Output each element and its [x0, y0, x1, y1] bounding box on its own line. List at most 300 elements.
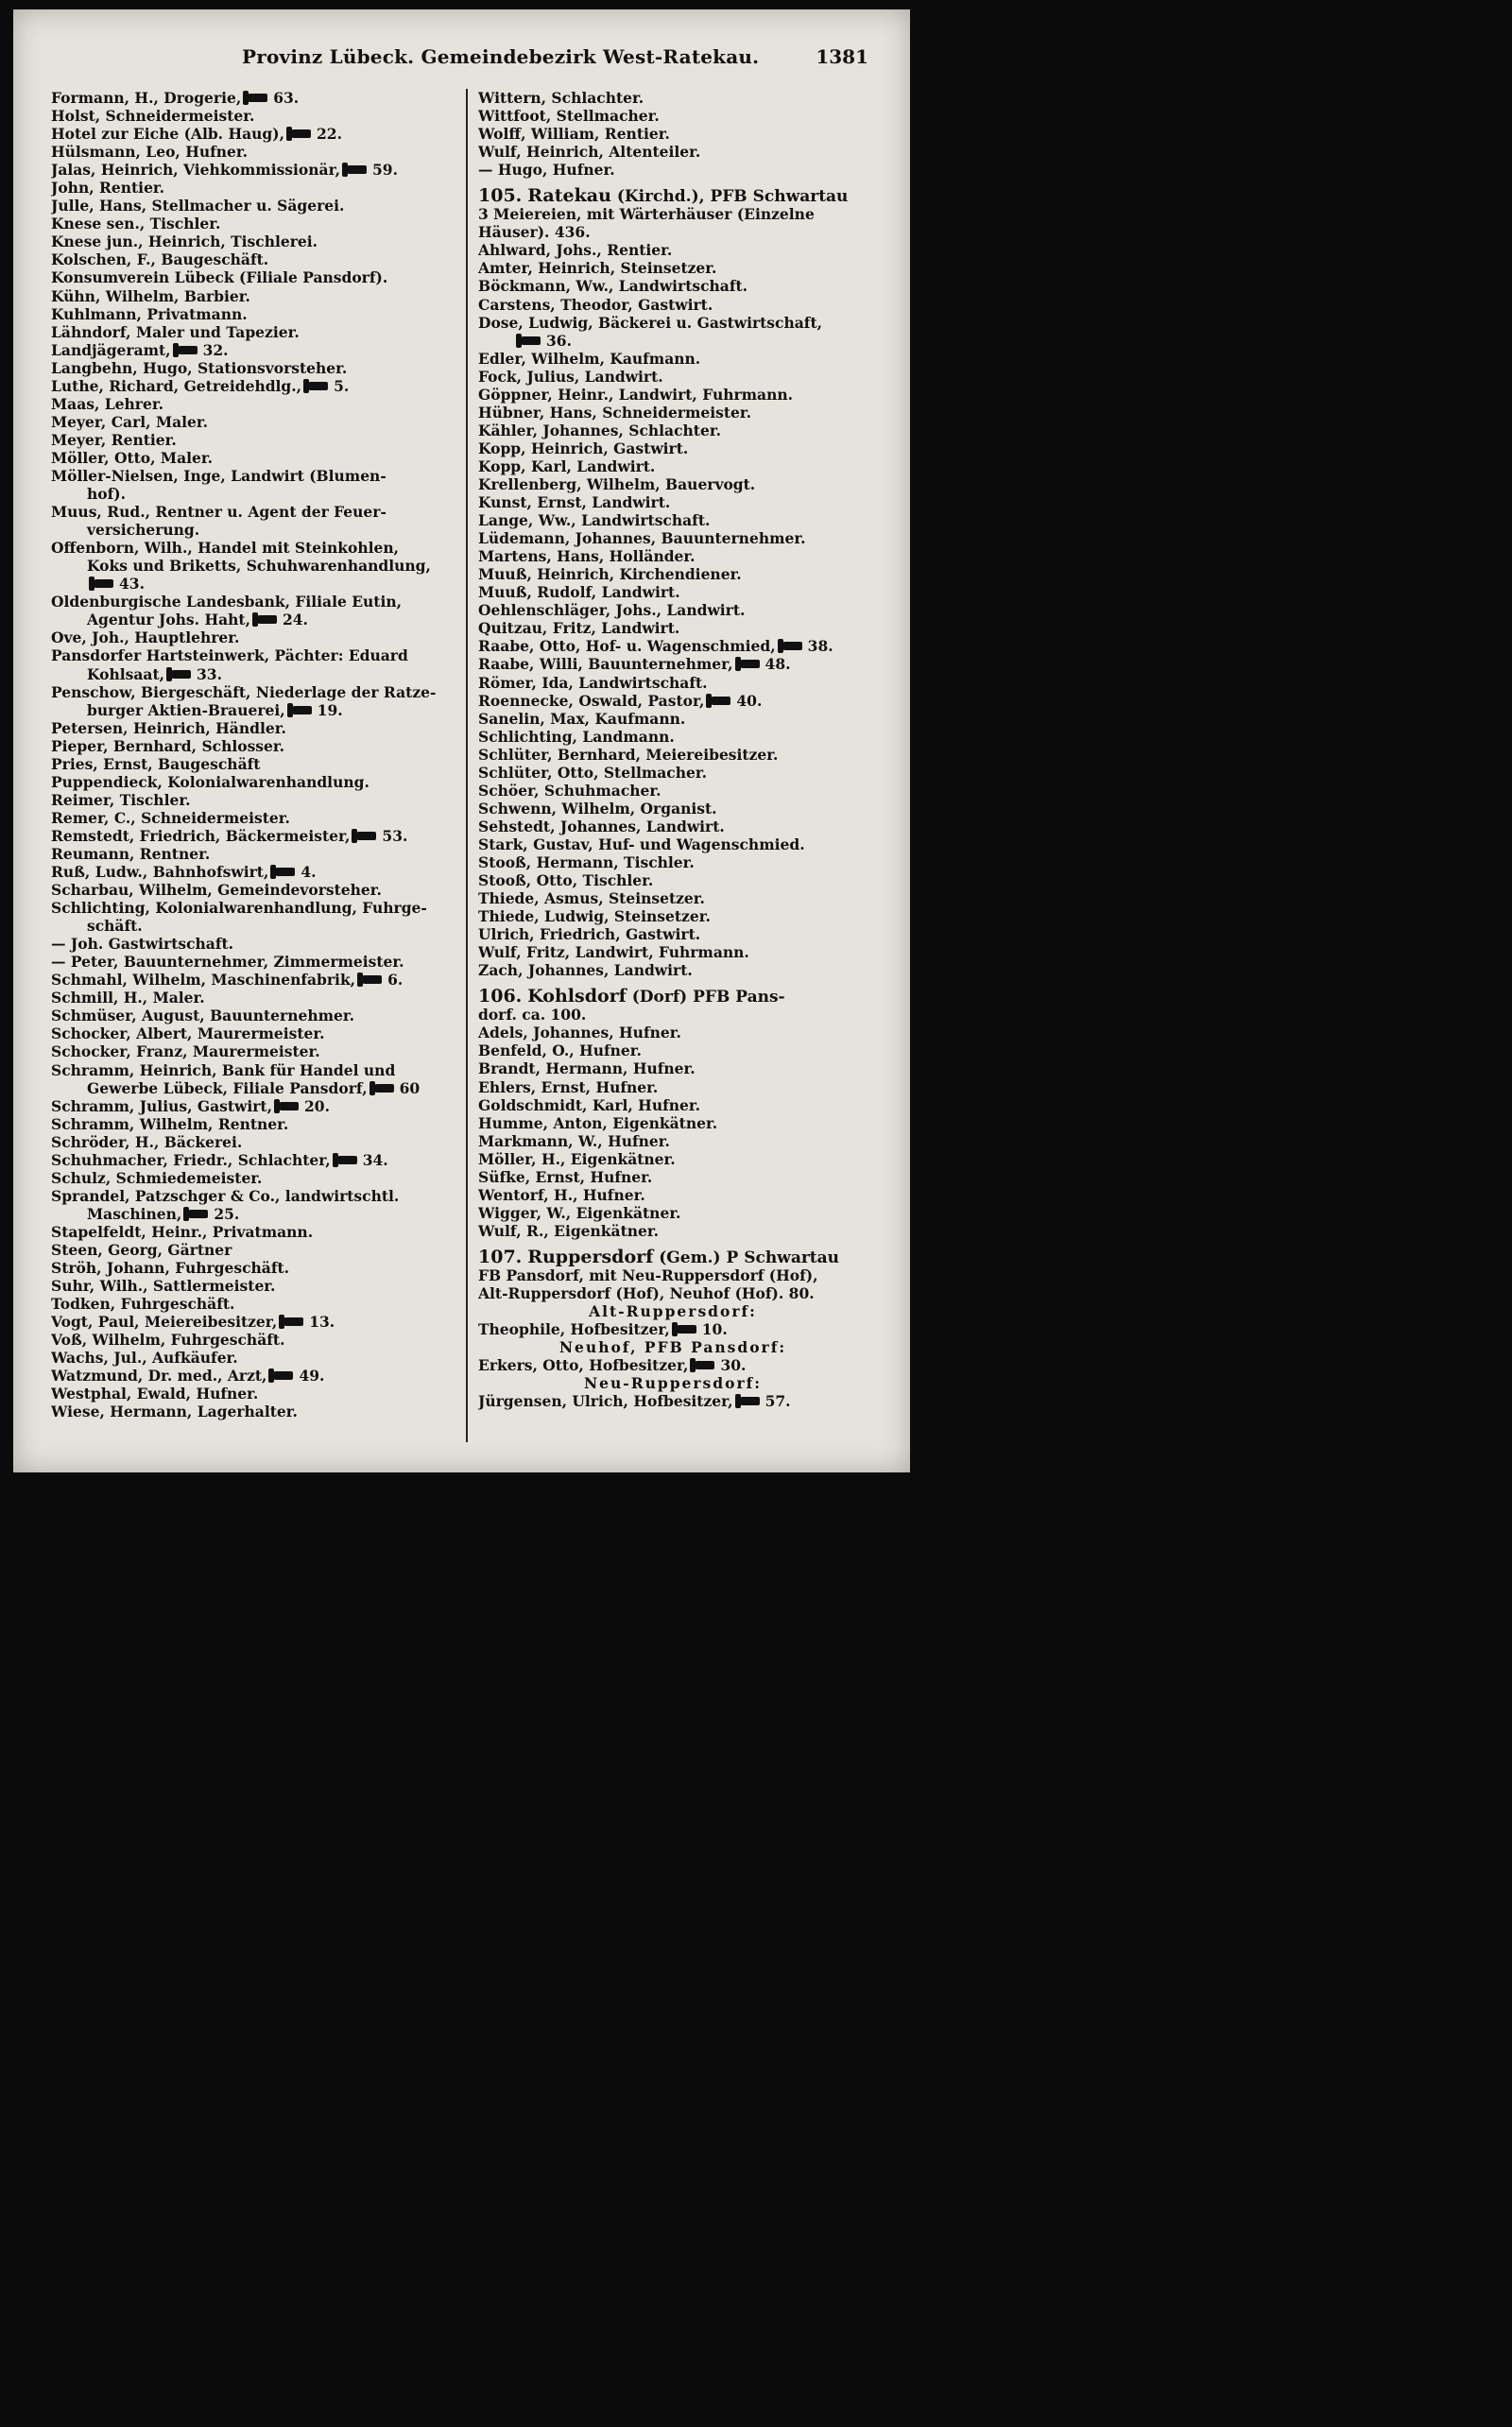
telephone-icon [739, 660, 760, 668]
entry-text: Vogt, Paul, Meiereibesitzer, [51, 1313, 278, 1332]
entry-text: Meyer, Rentier. [51, 430, 177, 449]
entry-text: Suhr, Wilh., Sattlermeister. [51, 1277, 276, 1296]
entry-text: Wulf, Fritz, Landwirt, Fuhrmann. [478, 943, 749, 962]
section-number: 105. [478, 187, 523, 206]
entry-text: Edler, Wilhelm, Kaufmann. [478, 349, 701, 368]
entry-text: Schlüter, Bernhard, Meiereibesitzer. [478, 745, 779, 764]
directory-entry [478, 386, 868, 404]
directory-entry [51, 143, 457, 161]
entry-text: versicherung. [87, 521, 200, 540]
entry-text: Landjägeramt, [51, 340, 171, 359]
directory-entry [51, 646, 457, 664]
directory-entry [478, 89, 868, 107]
entry-text: Ahlward, Johs., Rentier. [478, 241, 673, 260]
left-column [51, 89, 457, 1420]
directory-entry [478, 350, 868, 368]
directory-entry [478, 511, 868, 529]
telephone-number: 34. [362, 1150, 388, 1169]
directory-entry [478, 637, 868, 655]
directory-entry [51, 1241, 457, 1259]
directory-entry [478, 871, 868, 889]
directory-entry [51, 1385, 457, 1403]
entry-text: Petersen, Heinrich, Händler. [51, 718, 286, 737]
section-details: (Kirchd.), PFB Schwartau [610, 187, 849, 206]
entry-text: Goldschmidt, Karl, Hufner. [478, 1095, 701, 1114]
directory-entry [478, 800, 868, 818]
directory-entry [478, 818, 868, 835]
entry-text: Todken, Fuhrgeschäft. [51, 1295, 235, 1314]
directory-entry [51, 232, 457, 250]
directory-entry [478, 782, 868, 800]
directory-entry [51, 305, 457, 323]
telephone-icon [739, 1397, 760, 1405]
section-heading [478, 1248, 868, 1266]
section-details: (Gem.) P Schwartau [653, 1248, 840, 1266]
directory-entry [478, 296, 868, 314]
directory-entry [51, 575, 457, 593]
entry-text: Möller, H., Eigenkätner. [478, 1149, 676, 1168]
directory-entry [478, 241, 868, 259]
section-place-name: Kohlsdorf [527, 988, 627, 1007]
entry-text: Lange, Ww., Landwirtschaft. [478, 511, 711, 530]
directory-entry [51, 250, 457, 268]
entry-text: burger Aktien-Brauerei, [87, 700, 285, 719]
entry-text: Stark, Gustav, Huf- und Wagenschmied. [478, 835, 805, 853]
entry-text: Schulz, Schmiedemeister. [51, 1168, 263, 1187]
directory-entry [51, 1259, 457, 1277]
directory-entry [478, 259, 868, 277]
entry-text: Schlichting, Kolonialwarenhandlung, Fuhrge- [51, 899, 427, 918]
entry-text: Puppendieck, Kolonialwarenhandlung. [51, 772, 369, 791]
directory-entry [478, 368, 868, 386]
telephone-icon [355, 832, 376, 840]
directory-entry [51, 773, 457, 791]
entry-text: Scharbau, Wilhelm, Gemeindevorsteher. [51, 881, 382, 900]
entry-text: Penschow, Biergeschäft, Niederlage der Ratze- [51, 682, 437, 701]
telephone-number: 4. [301, 863, 317, 882]
entry-text: Stooß, Hermann, Tischler. [478, 852, 695, 871]
directory-entry [51, 557, 457, 575]
directory-entry [478, 746, 868, 764]
directory-entry [51, 971, 457, 989]
directory-entry [478, 710, 868, 728]
telephone-icon [187, 1210, 208, 1218]
entry-text: Kühn, Wilhelm, Barbier. [51, 286, 250, 305]
directory-entry [51, 1042, 457, 1060]
directory-entry [51, 395, 457, 413]
entry-text: Thiede, Asmus, Steinsetzer. [478, 889, 705, 908]
entry-text: Schramm, Heinrich, Bank für Handel und [51, 1060, 396, 1079]
entry-text: Steen, Georg, Gärtner [51, 1241, 232, 1259]
section-heading [478, 988, 868, 1006]
entry-text: Luthe, Richard, Getreidehdlg., [51, 376, 302, 395]
section-gap [478, 1240, 868, 1248]
entry-text: Oehlenschläger, Johs., Landwirt. [478, 601, 746, 620]
directory-entry [478, 547, 868, 565]
entry-text: Schöer, Schuhmacher. [478, 781, 662, 800]
entry-text: Wolff, William, Rentier. [478, 125, 670, 144]
section-gap [478, 179, 868, 187]
entry-text: Remstedt, Friedrich, Bäckermeister, [51, 826, 351, 845]
entry-text: Sanelin, Max, Kaufmann. [478, 709, 686, 728]
telephone-icon [520, 336, 541, 345]
directory-entry [478, 314, 868, 332]
entry-text: Benfeld, O., Hufner. [478, 1041, 642, 1060]
directory-entry [51, 881, 457, 899]
directory-entry [51, 953, 457, 971]
telephone-icon [256, 615, 277, 624]
directory-entry [478, 1024, 868, 1041]
entry-text: Schocker, Albert, Maurermeister. [51, 1024, 325, 1043]
page-header [13, 45, 910, 74]
telephone-icon [710, 697, 730, 705]
directory-entry [478, 161, 868, 179]
entry-text: Hotel zur Eiche (Alb. Haug), [51, 125, 284, 144]
entry-text: Agentur Johs. Haht, [87, 611, 250, 629]
entry-text: Offenborn, Wilh., Handel mit Steinkohlen, [51, 539, 400, 558]
entry-text: Kuhlmann, Privatmann. [51, 304, 248, 323]
directory-entry [51, 863, 457, 881]
telephone-number: 13. [309, 1313, 335, 1332]
directory-entry [51, 665, 457, 683]
telephone-number: 40. [736, 691, 763, 710]
directory-entry [478, 889, 868, 907]
directory-entry [51, 485, 457, 503]
telephone-icon [782, 642, 802, 650]
directory-entry [51, 179, 457, 197]
telephone-icon [336, 1156, 357, 1164]
entry-text: Koks und Briketts, Schuhwarenhandlung, [87, 557, 431, 576]
entry-text: Humme, Anton, Eigenkätner. [478, 1113, 718, 1132]
telephone-number: 6. [387, 971, 404, 990]
telephone-icon [361, 975, 382, 984]
entry-text: Knese jun., Heinrich, Tischlerei. [51, 232, 318, 251]
directory-entry [478, 961, 868, 979]
directory-entry [478, 1150, 868, 1168]
directory-entry [51, 628, 457, 646]
telephone-number: 59. [372, 161, 398, 180]
entry-text: — Hugo, Hufner. [478, 161, 615, 180]
directory-entry [51, 1205, 457, 1223]
entry-text: Schramm, Julius, Gastwirt, [51, 1096, 272, 1115]
entry-text: Wentorf, H., Hufner. [478, 1185, 645, 1204]
directory-entry [478, 125, 868, 143]
directory-entry [51, 737, 457, 755]
section-number: 106. [478, 988, 523, 1007]
entry-text: Süfke, Ernst, Hufner. [478, 1167, 653, 1186]
entry-text: Kolschen, F., Baugeschäft. [51, 250, 269, 269]
entry-text: Stapelfeldt, Heinr., Privatmann. [51, 1222, 314, 1241]
entry-text: Maschinen, [87, 1204, 182, 1223]
entry-text: Wulf, Heinrich, Altenteiler. [478, 143, 701, 162]
entry-text: Pieper, Bernhard, Schlosser. [51, 736, 285, 755]
entry-text: Zach, Johannes, Landwirt. [478, 961, 693, 980]
directory-entry [51, 125, 457, 143]
directory-entry [478, 674, 868, 692]
directory-entry [51, 1169, 457, 1187]
telephone-number: 38. [807, 637, 833, 656]
telephone-number: 5. [334, 376, 350, 395]
section-gap [478, 979, 868, 988]
entry-text: Jürgensen, Ulrich, Hofbesitzer, [478, 1392, 733, 1411]
directory-entry [51, 1367, 457, 1385]
directory-entry [51, 989, 457, 1007]
directory-entry [51, 1133, 457, 1151]
directory-entry [51, 359, 457, 377]
directory-entry [478, 925, 868, 943]
entry-text: Carstens, Theodor, Gastwirt. [478, 295, 713, 314]
directory-entry [51, 845, 457, 863]
telephone-number: 19. [317, 700, 343, 719]
telephone-number: 60 [399, 1078, 421, 1097]
entry-text: Schmill, H., Maler. [51, 989, 205, 1007]
telephone-number: 22. [317, 125, 342, 144]
entry-text: Krellenberg, Wilhelm, Bauervogt. [478, 474, 756, 493]
entry-text: Jalas, Heinrich, Viehkommissionär, [51, 161, 341, 180]
telephone-number: 24. [282, 611, 308, 629]
directory-entry [478, 1222, 868, 1240]
section-number: 107. [478, 1248, 523, 1266]
entry-text: Raabe, Otto, Hof- u. Wagenschmied, [478, 637, 776, 656]
entry-text: Roennecke, Oswald, Pastor, [478, 691, 705, 710]
entry-text: Schmüser, August, Bauunternehmer. [51, 1007, 355, 1025]
entry-text: Wiese, Hermann, Lagerhalter. [51, 1403, 298, 1421]
directory-entry [478, 143, 868, 161]
directory-entry [478, 907, 868, 925]
entry-text: Julle, Hans, Stellmacher u. Sägerei. [51, 197, 345, 215]
directory-entry [51, 161, 457, 179]
entry-text: Ove, Joh., Hauptlehrer. [51, 628, 240, 647]
directory-entry [51, 1187, 457, 1205]
entry-text: Muuß, Heinrich, Kirchendiener. [478, 565, 742, 584]
directory-entry [478, 853, 868, 871]
entry-text: Wachs, Jul., Aufkäufer. [51, 1349, 238, 1368]
entry-text: Schröder, H., Bäckerei. [51, 1132, 243, 1151]
directory-entry [51, 827, 457, 845]
telephone-icon [694, 1361, 714, 1369]
directory-entry [51, 539, 457, 557]
section-description: 3 Meiereien, mit Wärterhäuser (Einzelne [478, 205, 815, 224]
entry-text: Pansdorfer Hartsteinwerk, Pächter: Eduard [51, 646, 408, 665]
entry-text: Westphal, Ewald, Hufner. [51, 1385, 259, 1403]
directory-entry [51, 809, 457, 827]
entry-text: Markmann, W., Hufner. [478, 1131, 670, 1150]
telephone-number: 53. [382, 826, 408, 845]
directory-entry [478, 277, 868, 295]
entry-text: Möller-Nielsen, Inge, Landwirt (Blumen- [51, 466, 387, 485]
directory-entry [478, 1132, 868, 1150]
entry-text: Raabe, Willi, Bauunternehmer, [478, 655, 733, 674]
directory-entry [51, 1403, 457, 1420]
directory-entry [478, 439, 868, 457]
column-divider [466, 89, 468, 1442]
entry-text: Ulrich, Friedrich, Gastwirt. [478, 925, 701, 944]
entry-text: Sehstedt, Johannes, Landwirt. [478, 817, 725, 835]
page-number: 1381 [816, 45, 868, 68]
section-description: FB Pansdorf, mit Neu-Ruppersdorf (Hof), [478, 1266, 818, 1284]
entry-text: Oldenburgische Landesbank, Filiale Eutin, [51, 593, 403, 611]
directory-entry [51, 917, 457, 935]
directory-entry [51, 521, 457, 539]
entry-text: Schramm, Wilhelm, Rentner. [51, 1114, 289, 1133]
directory-entry [478, 1078, 868, 1096]
directory-entry [478, 943, 868, 961]
entry-text: Watzmund, Dr. med., Arzt, [51, 1367, 267, 1386]
directory-entry [51, 287, 457, 305]
telephone-number: 43. [119, 575, 145, 594]
entry-text: Kähler, Johannes, Schlachter. [478, 421, 721, 439]
directory-entry [51, 197, 457, 215]
telephone-icon [170, 670, 191, 679]
telephone-number: 10. [701, 1320, 728, 1339]
telephone-number: 63. [273, 89, 300, 107]
directory-entry [51, 1313, 457, 1331]
directory-entry [51, 935, 457, 953]
entry-text: Gewerbe Lübeck, Filiale Pansdorf, [87, 1078, 368, 1097]
entry-text: Wittfoot, Stellmacher. [478, 107, 660, 126]
directory-entry [51, 323, 457, 341]
entry-text: Muus, Rud., Rentner u. Agent der Feuer- [51, 503, 387, 522]
directory-entry [478, 1204, 868, 1222]
directory-entry [478, 565, 868, 583]
telephone-icon [93, 579, 113, 588]
section-description: dorf. ca. 100. [478, 1006, 587, 1024]
entry-text: Quitzau, Fritz, Landwirt. [478, 619, 680, 638]
entry-text: Lähndorf, Maler und Tapezier. [51, 322, 300, 341]
entry-text: Römer, Ida, Landwirtschaft. [478, 673, 708, 692]
directory-entry [51, 107, 457, 125]
directory-entry [51, 1115, 457, 1133]
section-place-name: Ratekau [527, 187, 611, 206]
directory-entry [51, 899, 457, 917]
entry-text: Schmahl, Wilhelm, Maschinenfabrik, [51, 971, 356, 990]
directory-entry [51, 89, 457, 107]
telephone-icon [307, 382, 328, 390]
entry-text: Langbehn, Hugo, Stationsvorsteher. [51, 358, 348, 377]
directory-entry [478, 475, 868, 493]
directory-entry [51, 1151, 457, 1169]
section-description: Häuser). 436. [478, 223, 591, 242]
directory-entry [51, 467, 457, 485]
entry-text: Schuhmacher, Friedr., Schlachter, [51, 1150, 331, 1169]
directory-entry [478, 1114, 868, 1132]
entry-text: Böckmann, Ww., Landwirtschaft. [478, 277, 748, 296]
directory-entry [478, 493, 868, 511]
telephone-number: 49. [299, 1367, 325, 1386]
entry-text: — Peter, Bauunternehmer, Zimmermeister. [51, 953, 404, 972]
directory-entry [51, 1349, 457, 1367]
entry-text: Möller, Otto, Maler. [51, 448, 214, 467]
directory-entry [478, 1096, 868, 1114]
entry-text: Ehlers, Ernst, Hufner. [478, 1077, 659, 1096]
directory-entry [478, 583, 868, 601]
directory-entry [478, 619, 868, 637]
entry-text: Sprandel, Patzschger & Co., landwirtschtl. [51, 1186, 400, 1205]
directory-entry [51, 1024, 457, 1042]
section-details: (Dorf) PFB Pans- [626, 988, 785, 1007]
directory-entry [478, 529, 868, 547]
entry-text: Holst, Schneidermeister. [51, 107, 255, 126]
entry-text: Knese sen., Tischler. [51, 215, 221, 233]
directory-entry [51, 1079, 457, 1097]
directory-entry [478, 1041, 868, 1059]
directory-entry [51, 341, 457, 359]
telephone-number: 36. [546, 331, 572, 350]
entry-text: Schlüter, Otto, Stellmacher. [478, 763, 708, 782]
directory-entry [478, 457, 868, 475]
entry-text: Hübner, Hans, Schneidermeister. [478, 403, 752, 422]
directory-entry [51, 611, 457, 628]
directory-entry [51, 791, 457, 809]
entry-text: Muuß, Rudolf, Landwirt. [478, 583, 680, 602]
section-description: Alt-Ruppersdorf (Hof), Neuhof (Hof). 80. [478, 1284, 815, 1303]
directory-entry [478, 332, 868, 350]
entry-text: Kopp, Heinrich, Gastwirt. [478, 439, 689, 457]
entry-text: schäft. [87, 917, 143, 936]
directory-entry [478, 1392, 868, 1410]
directory-entry [478, 835, 868, 853]
entry-text: Schocker, Franz, Maurermeister. [51, 1042, 320, 1061]
directory-entry [51, 503, 457, 521]
telephone-icon [278, 1102, 299, 1110]
entry-text: Meyer, Carl, Maler. [51, 412, 209, 431]
directory-entry [51, 1295, 457, 1313]
telephone-icon [274, 868, 295, 876]
directory-entry [478, 1320, 868, 1338]
entry-text: Amter, Heinrich, Steinsetzer. [478, 259, 717, 278]
entry-text: — Joh. Gastwirtschaft. [51, 935, 234, 954]
entry-text: Kohlsaat, [87, 664, 164, 683]
entry-text: Fock, Julius, Landwirt. [478, 367, 663, 386]
directory-entry [51, 377, 457, 395]
entry-text: Schlichting, Landmann. [478, 727, 675, 746]
directory-entry [51, 755, 457, 773]
telephone-number: 48. [765, 655, 791, 674]
entry-text: Brandt, Hermann, Hufner. [478, 1059, 696, 1078]
telephone-number: 33. [197, 664, 222, 683]
telephone-icon [346, 165, 367, 174]
running-title: Provinz Lübeck. Gemeindebezirk West-Ratekau. [242, 45, 760, 68]
directory-entry [51, 701, 457, 719]
directory-entry [51, 1277, 457, 1295]
telephone-icon [373, 1084, 394, 1093]
directory-entry [51, 413, 457, 431]
entry-text: Konsumverein Lübeck (Filiale Pansdorf). [51, 268, 388, 287]
entry-text: Göppner, Heinr., Landwirt, Fuhrmann. [478, 385, 794, 404]
entry-text: Maas, Lehrer. [51, 394, 163, 413]
directory-entry [478, 728, 868, 746]
entry-text: Voß, Wilhelm, Fuhrgeschäft. [51, 1331, 285, 1350]
directory-entry [51, 719, 457, 737]
entry-text: Erkers, Otto, Hofbesitzer, [478, 1356, 689, 1375]
telephone-number: 57. [765, 1392, 791, 1411]
directory-entry [51, 593, 457, 611]
entry-text: hof). [87, 485, 127, 504]
telephone-icon [283, 1317, 303, 1326]
entry-text: Ruß, Ludw., Bahnhofswirt, [51, 863, 269, 882]
entry-text: Wigger, W., Eigenkätner. [478, 1203, 681, 1222]
directory-entry [478, 655, 868, 673]
directory-entry [51, 268, 457, 286]
telephone-icon [177, 346, 198, 354]
entry-text: Adels, Johannes, Hufner. [478, 1024, 681, 1042]
directory-entry [478, 1356, 868, 1374]
entry-text: Kunst, Ernst, Landwirt. [478, 493, 671, 512]
entry-text: Ströh, Johann, Fuhrgeschäft. [51, 1259, 290, 1278]
telephone-number: 30. [720, 1356, 747, 1375]
directory-entry [51, 1223, 457, 1241]
entry-text: Reimer, Tischler. [51, 790, 191, 809]
